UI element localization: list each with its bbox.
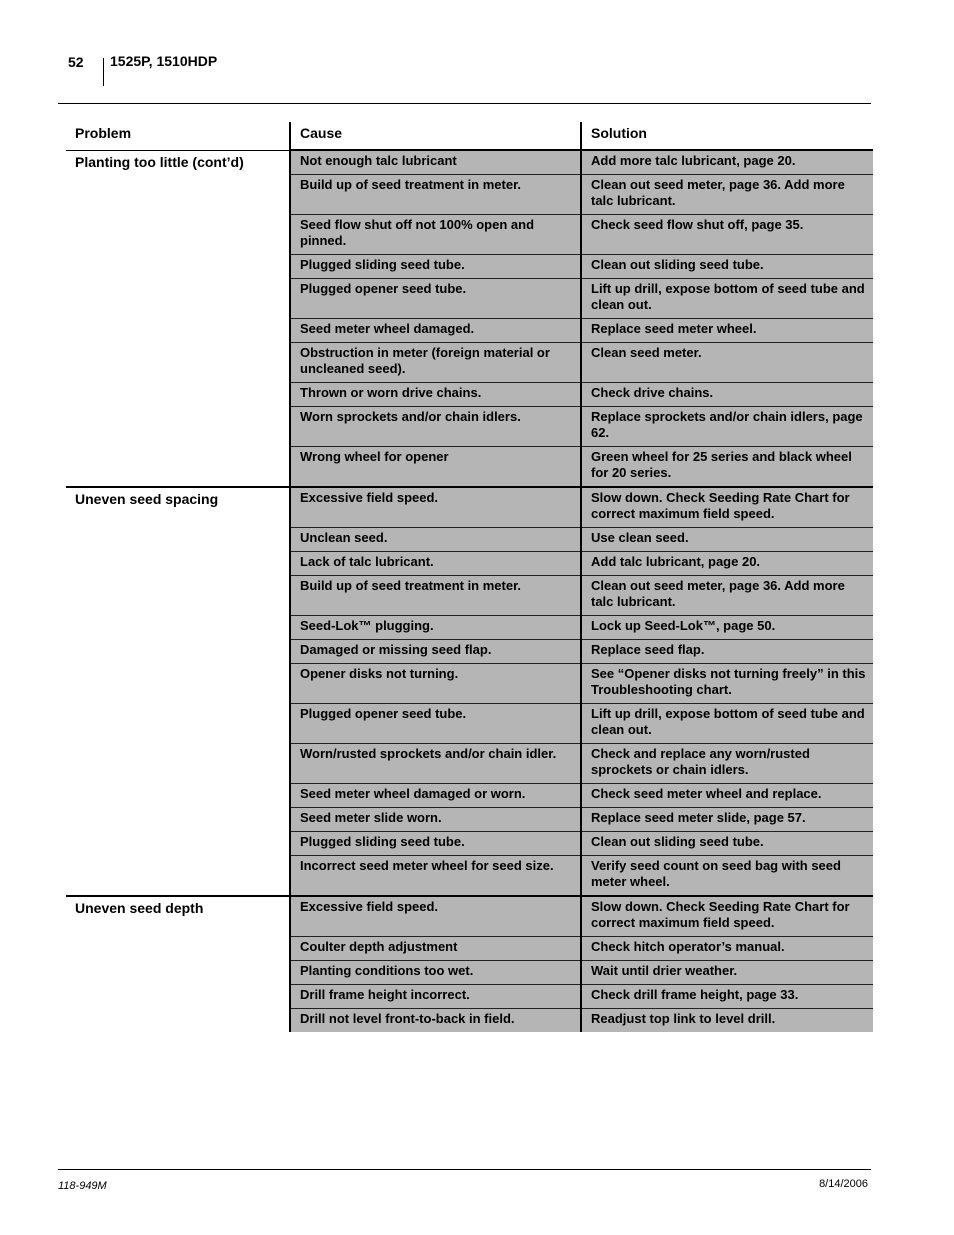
solution-cell: Clean seed meter.	[581, 343, 873, 383]
table-body	[66, 150, 873, 1032]
cause-cell: Obstruction in meter (foreign material or uncleaned seed).	[290, 343, 581, 383]
doc-number: 118-949M	[58, 1180, 107, 1192]
cause-cell: Coulter depth adjustment	[290, 937, 581, 961]
cause-cell: Drill frame height incorrect.	[290, 985, 581, 1009]
cause-cell: Drill not level front-to-back in field.	[290, 1009, 581, 1033]
doc-date: 8/14/2006	[819, 1178, 868, 1190]
solution-cell: Green wheel for 25 series and black wheel for 20 series.	[581, 447, 873, 488]
solution-cell: Lift up drill, expose bottom of seed tube and clean out.	[581, 704, 873, 744]
solution-cell: Lift up drill, expose bottom of seed tube and clean out.	[581, 279, 873, 319]
problem-cell: Uneven seed depth	[66, 896, 290, 1032]
cause-cell: Worn sprockets and/or chain idlers.	[290, 407, 581, 447]
solution-cell: Lock up Seed-Lok™, page 50.	[581, 616, 873, 640]
solution-cell: Clean out seed meter, page 36. Add more talc lubricant.	[581, 576, 873, 616]
problem-cell: Uneven seed spacing	[66, 487, 290, 896]
solution-cell: Check seed meter wheel and replace.	[581, 784, 873, 808]
solution-cell: Replace seed meter wheel.	[581, 319, 873, 343]
solution-cell: Replace seed meter slide, page 57.	[581, 808, 873, 832]
cause-cell: Seed meter wheel damaged.	[290, 319, 581, 343]
cause-cell: Build up of seed treatment in meter.	[290, 576, 581, 616]
solution-cell: Slow down. Check Seeding Rate Chart for correct maximum field speed.	[581, 487, 873, 528]
solution-cell: Slow down. Check Seeding Rate Chart for correct maximum field speed.	[581, 896, 873, 937]
cause-cell: Damaged or missing seed flap.	[290, 640, 581, 664]
cause-cell: Wrong wheel for opener	[290, 447, 581, 488]
solution-cell: Wait until drier weather.	[581, 961, 873, 985]
solution-cell: Clean out sliding seed tube.	[581, 832, 873, 856]
solution-cell: Readjust top link to level drill.	[581, 1009, 873, 1033]
solution-cell: Clean out seed meter, page 36. Add more talc lubricant.	[581, 175, 873, 215]
cause-cell: Incorrect seed meter wheel for seed size.	[290, 856, 581, 897]
solution-cell: See “Opener disks not turning freely” in this Troubleshooting chart.	[581, 664, 873, 704]
solution-cell: Use clean seed.	[581, 528, 873, 552]
solution-cell: Add more talc lubricant, page 20.	[581, 150, 873, 175]
header-rule	[58, 103, 871, 104]
cause-cell: Seed meter wheel damaged or worn.	[290, 784, 581, 808]
table-row	[66, 487, 873, 528]
cause-cell: Seed flow shut off not 100% open and pinned.	[290, 215, 581, 255]
table-header-row	[66, 122, 873, 150]
problem-cell: Planting too little (cont’d)	[66, 150, 290, 487]
solution-cell: Add talc lubricant, page 20.	[581, 552, 873, 576]
solution-cell: Check seed flow shut off, page 35.	[581, 215, 873, 255]
cause-cell: Excessive field speed.	[290, 487, 581, 528]
cause-cell: Build up of seed treatment in meter.	[290, 175, 581, 215]
solution-cell: Replace seed flap.	[581, 640, 873, 664]
solution-cell: Check and replace any worn/rusted sprockets or chain idlers.	[581, 744, 873, 784]
solution-cell: Replace sprockets and/or chain idlers, page 62.	[581, 407, 873, 447]
header-cause: Cause	[290, 122, 581, 150]
cause-cell: Opener disks not turning.	[290, 664, 581, 704]
header-solution: Solution	[581, 122, 873, 150]
cause-cell: Planting conditions too wet.	[290, 961, 581, 985]
cause-cell: Seed meter slide worn.	[290, 808, 581, 832]
cause-cell: Excessive field speed.	[290, 896, 581, 937]
solution-cell: Check drill frame height, page 33.	[581, 985, 873, 1009]
footer-rule	[58, 1169, 871, 1170]
page-number: 52	[68, 54, 84, 70]
cause-cell: Plugged sliding seed tube.	[290, 832, 581, 856]
solution-cell: Clean out sliding seed tube.	[581, 255, 873, 279]
cause-cell: Plugged opener seed tube.	[290, 279, 581, 319]
header-divider	[103, 58, 104, 86]
cause-cell: Plugged sliding seed tube.	[290, 255, 581, 279]
troubleshooting-table	[66, 122, 873, 1032]
cause-cell: Unclean seed.	[290, 528, 581, 552]
cause-cell: Not enough talc lubricant	[290, 150, 581, 175]
table-row	[66, 150, 873, 175]
table-row	[66, 896, 873, 937]
cause-cell: Thrown or worn drive chains.	[290, 383, 581, 407]
model-title: 1525P, 1510HDP	[110, 53, 218, 69]
cause-cell: Plugged opener seed tube.	[290, 704, 581, 744]
solution-cell: Check hitch operator’s manual.	[581, 937, 873, 961]
solution-cell: Check drive chains.	[581, 383, 873, 407]
cause-cell: Worn/rusted sprockets and/or chain idler.	[290, 744, 581, 784]
cause-cell: Lack of talc lubricant.	[290, 552, 581, 576]
header-problem: Problem	[75, 125, 132, 141]
cause-cell: Seed-Lok™ plugging.	[290, 616, 581, 640]
solution-cell: Verify seed count on seed bag with seed meter wheel.	[581, 856, 873, 897]
